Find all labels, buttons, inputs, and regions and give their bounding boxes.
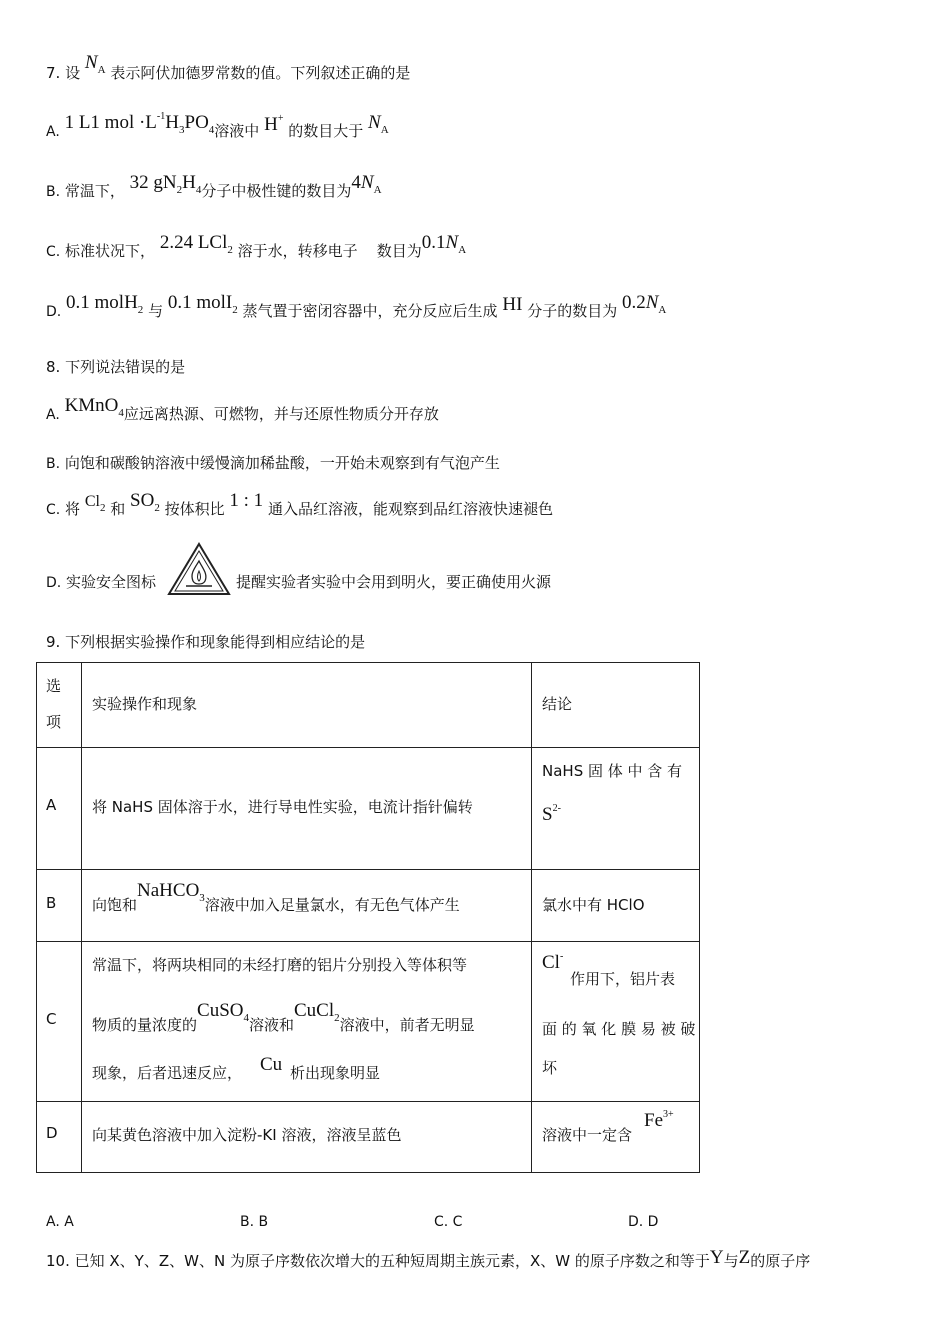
q8-option-d-tail: 提醒实验者实验中会用到明火，要正确使用火源 <box>236 573 552 591</box>
q9-stem: 9. 下列根据实验操作和现象能得到相应结论的是 <box>46 633 366 651</box>
q8-option-c: C. 将 $Cl_2$ 和 $SO_2$ 按体积比 1 : 1 通入品红溶液，能观察到品红溶液快速褪色 <box>46 490 553 518</box>
q8-stem: 8. 下列说法错误的是 <box>46 358 186 376</box>
q9-table <box>36 662 700 1173</box>
q9-answer-d: D. D <box>628 1214 659 1230</box>
q8-option-b: B. 向饱和碳酸钠溶液中缓慢滴加稀盐酸，一开始未观察到有气泡产生 <box>46 454 500 472</box>
q7-option-d: D. 0.1 molH$_2$ 与 0.1 molI$_2$ 蒸气置于密闭容器中，充分反应后生成 HI 分子的数目为 $0.2N_A$ <box>46 292 667 320</box>
q9-answer-b: B. B <box>240 1214 269 1230</box>
q9-answer-c: C. C <box>434 1214 463 1230</box>
q8-option-a: A. KMnO$_4$应远离热源、可燃物，并与还原性物质分开存放 <box>46 395 439 423</box>
table-row: D 向某黄色溶液中加入淀粉-KI 溶液，溶液呈蓝色 溶液中一定含 $Fe^{3+}$ <box>37 1102 700 1173</box>
table-row: 选 项 实验操作和现象 结论 <box>37 663 700 748</box>
q9-answer-a: A. A <box>46 1214 74 1230</box>
flame-hazard-icon <box>166 541 232 597</box>
q10-stem: 10. 已知 X、Y、Z、W、N 为原子序数依次增大的五种短周期主族元素，X、W 的原子序数之和等于Y与Z的原子序 <box>46 1247 811 1270</box>
table-row: A 将 NaHS 固体溶于水，进行导电性实验，电流计指针偏转 NaHS 固 体 中 含 有 $S^{2-}$ <box>37 748 700 870</box>
q7-stem: 7. 设 $N_A$ 表示阿伏加德罗常数的值。下列叙述正确的是 <box>46 52 411 82</box>
table-row: C 常温下，将两块相同的未经打磨的铝片分别投入等体积等 物质的量浓度的CuSO$_4$溶液和CuCl$_2$溶液中，前者无明显 现象，后者迅速反应， Cu 析出现象明显 Cl- 作用下，铝片表 面 的 氧 化 膜 易 被 破 坏 <box>37 942 700 1102</box>
q7-number: 7. <box>46 64 61 82</box>
q7-option-c: C. 标准状况下， 2.24 LCl$_2$ 溶于水，转移电子 数目为$0.1N_A$ <box>46 232 467 260</box>
q8-option-d: D. 实验安全图标 <box>46 573 157 591</box>
q7-option-b: B. 常温下， 32 $gN_2H_4$分子中极性键的数目为$4N_A$ <box>46 172 382 200</box>
table-row: B 向饱和NaHCO$_3$溶液中加入足量氯水，有无色气体产生 氯水中有 HClO <box>37 870 700 942</box>
q7-option-a: A. 1 L1 mol $\cdot L^{-1}H_3PO_4$溶液中 H+ 的数目大于 $N_A$ <box>46 111 389 140</box>
